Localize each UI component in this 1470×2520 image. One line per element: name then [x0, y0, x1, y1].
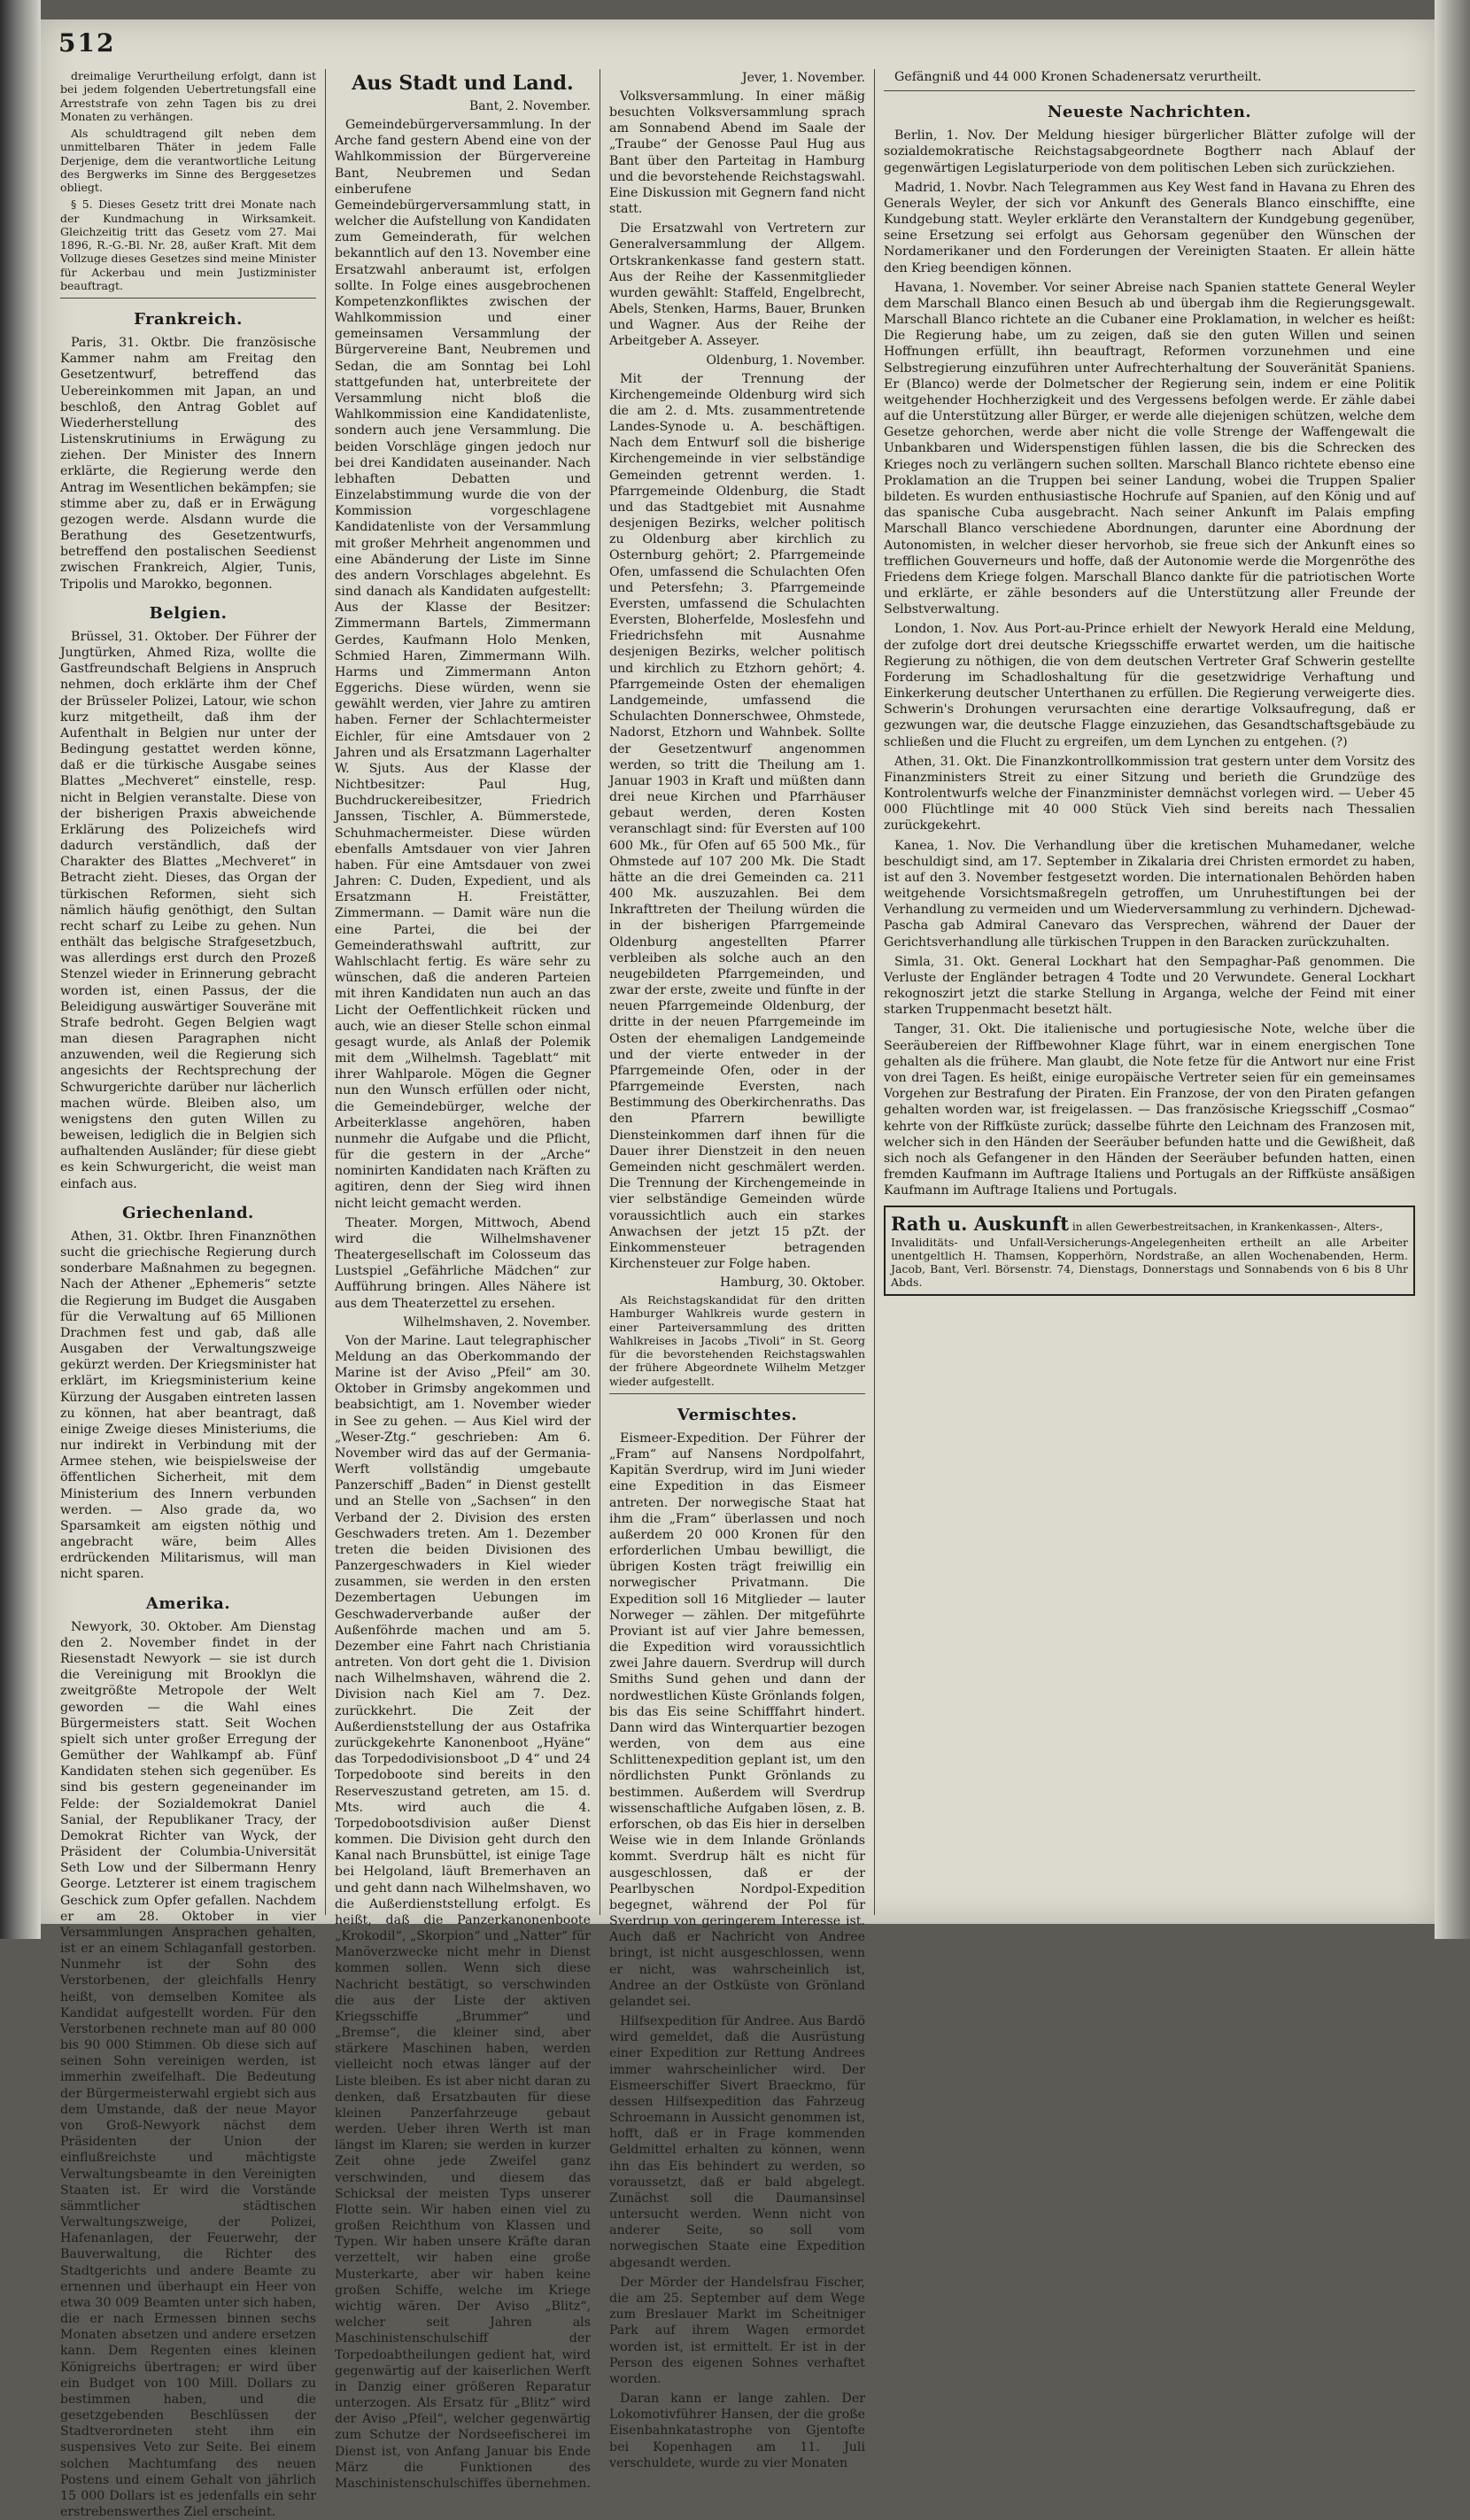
article-volksversammlung: Volksversammlung. In einer mäßig besuchten Volksversammlung sprach am Sonnabend Abend im Saale der „Traube“ der Genosse Paul Hug aus Bant über den Parteitag in Hamburg und die bevorstehende Reichstagswahl. Eine Diskussion mit Gegnern fand nicht statt. — [609, 89, 865, 217]
article-hilfsexpedition: Hilfsexpedition für Andree. Aus Bardö wird gemeldet, daß die Ausrüstung einer Expedition zur Rettung Andrees immer wahrscheinlicher wird. Der Eismeerschiffer Sivert Braeckmo, für dessen Hilfsexpedition das Fahrzeug Schroemann in Aussicht genommen ist, hofft, daß er in Frage kommenden Geldmittel erhalten zu können, wenn ihn das Eis behindert zu werden, so voraussetzt, daß er bald abgelegt. Zunächst soll die Daumansinsel untersucht werden. Wenn nicht von anderer Seite, so soll vom norwegischen Staate eine Expedition abgesandt werden. — [609, 2014, 865, 2270]
article-zahlen: Daran kann er lange zahlen. Der Lokomotivführer Hansen, der die große Eisenbahnkatastrophe von Gjentofte bei Kopenhagen am 11. Juli verschuldete, wurde zu vier Monaten — [609, 2392, 865, 2470]
news-madrid: Madrid, 1. Novbr. Nach Telegrammen aus Key West fand in Havana zu Ehren des Generals Weyler, der sich vor Ankunft des Generals Blanco einschiffte, eine Kundgebung statt. Weyler erklärte den Veranstaltern der Kundgebung gegenüber, seine Ersetzung sei erfolgt aus Gehorsam gegenüber den Wünschen der Nordamerikaner und den Forderungen der Vereinigten Staaten. Er allein hätte den Krieg beendigen können. — [884, 180, 1415, 275]
article-marine: Von der Marine. Laut telegraphischer Meldung an das Oberkommando der Marine ist der Aviso „Pfeil“ am 30. Oktober in Grimsby angekommen und beabsichtigt, am 1. November wieder in See zu gehen. — Aus Kiel wird der „Weser-Ztg.“ geschrieben: Am 6. November wird das auf der Germania-Werft vollständig umgebaute Panzerschiff „Baden“ in Dienst gestellt und an Stelle von „Sachsen“ in den Verband der 2. Division des ersten Geschwaders treten. Am 1. Dezember treten die beiden Divisionen des Panzergeschwaders in Kiel wieder zusammen, sie werden in den ersten Dezembertagen Uebungen im Geschwaderverbande außer der Außenföhrde machen und am 5. Dezember eine Fahrt nach Christiania antreten. Von dort geht die 1. Division nach Wilhelmshaven, während die 2. Division nach Kiel am 7. Dez. zurückkehrt. Die Zeit der Außerdienststellung der aus Ostafrika zurückgekehrte Kanonenboot „Hyäne“ das Torpedodivisionsboot „D 4“ und 24 Torpedoboote sind bereits in den Reserveszustand getreten, am 15. d. Mts. wird auch die 4. Torpedobootsdivision außer Dienst kommen. Die Division geht durch den Kanal nach Brunsbüttel, ist einige Tage bei Helgoland, läuft Bremerhaven an und geht dann nach Wilhelmshaven, wo die Außerdienststellung erfolgt. Es heißt, daß die Panzerkanonenboote „Krokodil“, „Skorpion“ und „Natter“ für Manöverzwecke nicht mehr in Dienst kommen sollen. Wenn sich diese Nachricht bestätigt, so verschwinden die aus der Liste der aktiven Kriegsschiffe „Brummer“ und „Bremse“, die kleiner sind, aber stärkere Maschinen haben, werden vielleicht noch etwas länger auf der Liste bleiben. Es ist aber nicht daran zu denken, daß Ersatzbauten für diese kleinen Panzerfahrzeuge gebaut werden. Ueber ihren Werth ist man längst im Klaren; sie werden in kurzer Zeit ohne jede Zweifel ganz verschwinden, und diesem das Schicksal der meisten Typs unserer Flotte sein. Wir haben einen viel zu großen Reichthum von Klassen und Typen. Wir haben unsere Kräfte daran verzettelt, wir haben eine große Musterkarte, aber wir haben keine großen Schiffe, welche im Kriege wichtig wären. Der Aviso „Blitz“, welcher seit Jahren als Maschinistenschulschiff der Torpedoabtheilungen gedient hat, wird gegenwärtig auf der kaiserlichen Werft in Danzig einer größeren Reparatur unterzogen. Als Ersatz für „Blitz“ wird der Aviso „Pfeil“, welcher gegenwärtig zum Schutze der Nordseefischerei im Dienst ist, von Anfang Januar bis Ende März die Funktionen des Maschinistenschulschiffes übernehmen. — [335, 1333, 591, 2491]
article-moerder: Der Mörder der Handelsfrau Fischer, die am 25. September auf dem Wege zum Breslauer Markt im Scheitniger Park auf ihrem Wagen ermordet worden ist, ist ermittelt. Er ist in der Person des eigenen Sohnes verhaftet worden. — [609, 2275, 865, 2386]
news-athen: Athen, 31. Okt. Die Finanzkontrollkommission trat gestern unter dem Vorsitz des Finanzministers Streit zu einer Sitzung und berieth die Grundzüge des Kontrolentwurfs welche der Finanzminister demnächst vorlegen wird. — Ueber 45 000 Flüchtlinge mit 40 000 Stück Vieh sind bereits nach Thessalien zurückgekehrt. — [884, 754, 1415, 834]
heading-belgien: Belgien. — [149, 603, 228, 623]
column-2 — [326, 69, 600, 2491]
heading-frankreich: Frankreich. — [134, 310, 243, 329]
law-text-2: Als schuldtragend gilt neben dem unmittelbaren Thäter in jedem Falle Derjenige, dem die verantwortliche Leitung des Bergwerks im Sinne des Berggesetzes obliegt. — [60, 127, 316, 194]
article-frankreich: Paris, 31. Oktbr. Die französische Kammer nahm am Freitag den Gesetzentwurf, betreffend das Uebereinkommen mit Japan, an und beschloß, den Antrag Goblet auf Wiederherstellung des Listenskrutiniums in Erwägung zu ziehen. Der Minister des Innern erklärte, die Regierung werde den Antrag im Wesentlichen bekämpfen; sie stimme aber zu, daß er in Erwägung gezogen werde. Alsdann wurde die Berathung des Gesetzentwurfs, betreffend den postalischen Seedienst zwischen Frankreich, Algier, Tunis, Tripolis und Marokko, begonnen. — [60, 336, 316, 592]
dateline-wilhelmshaven: Wilhelmshaven, 2. November. — [403, 1314, 591, 1330]
news-tanger: Tanger, 31. Okt. Die italienische und portugiesische Note, welche über die Seeräubereien der Riffbewohner Klage führt, war in einem energischen Tone gehalten als die frühere. Man glaubt, die Note fetze für die Antwort nur eine Frist von drei Tagen. Es heißt, einige europäische Vertreter seien für ein gemeinsames Vorgehen zur Bestrafung der Piraten. Ein Franzose, der von den Piraten gefangen gehalten worden war, ist freigelassen. — Das französische Kriegsschiff „Cosmao“ kehrte von der Riffküste zurück; dasselbe führte den Leichnam des Franzosen mit, welcher sich in den Händen der Seeräuber befunden hatte und die Gewißheit, daß sich noch als Gefangener in den Händen der Seeräuber befunden hatten, einen fremden Kaufmann im Auftrage Italiens und Portugals an der Riffküste ansäßigen Kaufmann im Auftrage Italiens und Portugals. — [884, 1022, 1415, 1198]
news-havana: Havana, 1. November. Vor seiner Abreise nach Spanien stattete General Weyler dem Marschall Blanco einen Besuch ab und übergab ihm die Regierungsgewalt. Marschall Blanco richtete an die Cubaner eine Proklamation, in welcher es heißt: Die Regierung habe, um zu zeigen, daß sie den guten Willen und seinen Hoffnungen erfüllt, ihn beauftragt, Reformen vorzunehmen und eine Selbstregierung einzuführen unter Aufrechterhaltung der Souveränität Spaniens. Er (Blanco) werde der Dolmetscher der Regierung sein, indem er eine Politik weitgehender Hochherzigkeit und des Vergessens befolgen werde. Er zähle dabei auf die Unterstützung aller Bürger, er werde alle diejenigen schützen, welche dem Gesetze gehorchen, werde aber nicht die volle Strenge der Waffengewalt die Unbankbaren und Widerspenstigen fühlen lassen, die bis die Schrecken des Krieges noch zu verlängern suchen sollten. Marschall Blanco richtete ebenso eine Proklamation an die Truppen bei seiner Landung, wobei die Truppen Spalier bildeten. Es wurden enthusiastische Hochrufe auf Spanien, auf den König und auf das spanische Cuba ausgebracht. Nach seiner Ankunft im Palais empfing Marschall Blanco verschiedene Abordnungen, darunter eine Abordnung der Autonomisten, in welcher dieser hervorhob, sie freue sich der Ankunft eines so trefflichen Gouverneurs und hoffe, daß der Autonomie werde die Morgenröthe des Friedens dem Kriege folgen. Marschall Blanco dankte für die patriotischen Worte und erklärte, er zähle besonders auf die Unterstützung aller Freunde der Selbstverwaltung. — [884, 280, 1415, 617]
article-belgien: Brüssel, 31. Oktober. Der Führer der Jungtürken, Ahmed Riza, wollte die Gastfreundschaft Belgiens in Anspruch nehmen, doch erklärte ihm der Chef der Brüsseler Polizei, Latour, wie schon kurz mitgetheilt, daß ihm der Aufenthalt in Belgien nur unter der Bedingung gestattet werden könne, daß er die türkische Ausgabe seines Blattes „Mechveret“ einstelle, resp. nicht in Belgien veranstalte. Diese von der bisherigen Praxis abweichende Erklärung des Polizeichefs wird dadurch verständlich, daß der Charakter des Blattes „Mechveret“ in Betracht zieht. Dieses, das Organ der türkischen Reformen, sieht sich nämlich häufig genöthigt, den Sultan recht scharf zu Leibe zu gehen. Nun enthält das belgische Strafgesetzbuch, was allerdings erst durch den Prozeß Stenzel wieder in Erinnerung gebracht worden ist, einen Passus, der die Beleidigung auswärtiger Souveräne mit Strafe bedroht. Gegen Belgien wagt man diesen Paragraphen nicht anzuwenden, weil die Regierung sich angesichts der Rechtsprechung der Schwurgerichte darüber nur lächerlich machen würde. Bleiben also, um wenigstens den guten Willen zu beweisen, lediglich die in Belgien sich aufhaltenden Ausländer; für diese giebt es kein Schwurgericht, die weist man einfach aus. — [60, 629, 316, 1191]
columns — [51, 69, 1424, 2520]
heading-amerika: Amerika. — [145, 1593, 231, 1613]
article-hamburg: Als Reichstagskandidat für den dritten Hamburger Wahlkreis wurde gestern in einer Parteiversammlung des dritten Wahlkreises in Jacobs „Tivoli“ in St. Georg für die bevorstehenden Reichstagswahlen der frühere Abgeordnete Wilhelm Metzger wieder aufgestellt. — [609, 1293, 865, 1388]
ad-title: Rath u. Auskunft — [891, 1213, 1069, 1236]
heading-stadt-und-land: Aus Stadt und Land. — [352, 72, 574, 95]
divider — [60, 298, 316, 299]
dateline-oldenburg: Oldenburg, 1. November. — [706, 353, 865, 368]
news-london: London, 1. Nov. Aus Port-au-Prince erhielt der Newyork Herald eine Meldung, der zufolge dort drei deutsche Kriegsschiffe erwartet werden, um die haitische Regierung zu nöthigen, die von dem deutschen Vertreter Graf Schwerin gestellte Forderung im Schadloshaltung für die gesetzwidrige Verhaftung und Einkerkerung deutscher Unterthanen zu erfüllen. Die Regierung verweigerte dies. Schwerin's Drohungen verursachten eine derartige Volksaufregung, daß er gezwungen war, die deutsche Flagge einzuziehen, das Gesandtschaftsgebäude zu schließen und die Flucht zu ergreifen, um dem Lynchen zu entgehen. (?) — [884, 622, 1415, 749]
divider — [609, 1393, 865, 1394]
column-1 — [51, 69, 326, 2520]
article-ersatzwahl: Die Ersatzwahl von Vertretern zur Generalversammlung der Allgem. Ortskrankenkasse fand gestern statt. Aus der Reihe der Kassenmitglieder wurden gewählt: Staffeld, Engelbrecht, Abels, Stenken, Harms, Bauer, Brunken und Wagner. Aus der Reihe der Arbeitgeber A. Asseyer. — [609, 221, 865, 349]
article-continuation: Gefängniß und 44 000 Kronen Schadenersatz verurtheilt. — [894, 70, 1262, 84]
binding-edge — [0, 0, 41, 1939]
divider — [884, 90, 1415, 91]
article-gemeindebuergerversammlung: Gemeindebürgerversammlung. In der Arche fand gestern Abend eine von der Wahlkommission der Bürgervereine Bant, Neubremen und Sedan einberufene Gemeindebürgerversammlung statt, in welcher die Aufstellung von Kandidaten zum Gemeinderath, für welchen bekanntlich auf den 13. November eine Ersatzwahl anberaumt ist, erfolgen sollte. In Folge eines ausgebrochenen Kompetenzkonfliktes zwischen der Wahlkommission und einer gemeinsamen Versammlung der Bürgervereine Bant, Neubremen und Sedan, die am Sonntag bei Lohl stattgefunden hat, unterbreitete der Versammlung nicht bloß die Wahlkommission eine Kandidatenliste, sondern auch jene Versammlung. Die beiden Vorschläge gingen jedoch nur bei drei Kandidaten auseinander. Nach lebhaften Debatten und Einzelabstimmung wurde die von der Kommission vorgeschlagene Kandidatenliste von der Versammlung mit großer Mehrheit angenommen und eine Abänderung der Liste im Sinne des andern Vorschlages abgelehnt. Es sind danach als Kandidaten aufgestellt: Aus der Klasse der Besitzer: Zimmermann Bartels, Zimmermann Gerdes, Kaufmann Holo Menken, Schmied Haren, Zimmermann Wilh. Harms und Zimmermann Anton Eggerichs. Diese würden, wenn sie gewählt werden, vier Jahre zu amtiren haben. Ferner der Schlachtermeister Eichler, für eine Amtsdauer von 2 Jahren und als Ersatzmann Lagerhalter W. Sjuts. Aus der Klasse der Nichtbesitzer: Paul Hug, Buchdruckereibesitzer, Friedrich Janssen, Tischler, A. Bümmerstede, Schuhmachermeister. Diese würden ebenfalls Amtsdauer von vier Jahren haben. Für eine Amtsdauer von zwei Jahren: C. Duden, Expedient, und als Ersatzmann H. Freistätter, Zimmermann. — Damit wäre nun die eine Partei, die bei der Gemeinderathswahl auftritt, zur Wahlschlacht fertig. Es wäre sehr zu wünschen, daß die anderen Parteien mit ihren Kandidaten nun auch an das Licht der Oeffentlichkeit rücken und auch, wie an dieser Stelle schon einmal gesagt wurde, als Anlaß der Polemik mit dem „Wilhelmsh. Tageblatt“ mit ihrer Wahlparole. Mögen die Gegner nun den Wunsch erfüllen oder nicht, die Gemeindebürger, welche der Arbeiterklasse angehören, haben nunmehr die Aufgabe und die Pflicht, für die gestern in der „Arche“ nominirten Kandidaten nach Kräften zu agitiren, denn der Sieg wird ihnen nicht leicht gemacht werden. — [335, 118, 591, 1211]
law-text-1: dreimalige Verurtheilung erfolgt, dann ist bei jedem folgenden Uebertretungsfall eine Arreststrafe von zehn Tagen bis zu drei Monaten zu verhängen. — [60, 69, 316, 123]
news-kanea: Kanea, 1. Nov. Die Verhandlung über die kretischen Muhamedaner, welche beschuldigt sind, am 17. September in Zikalaria drei Christen ermordet zu haben, ist auf den 3. November festgesetzt worden. Die internationalen Behörden haben weitgehende Vorsichtsmaßregeln getroffen, um Unruhestiftungen bei der Verhandlung zu vermeiden und um Wiederversammlung zu verhindern. Djchewad-Pascha gab Admiral Canevaro das Versprechen, während der Dauer der Gerichtsverhandlung alle türkischen Truppen in den Baracken zurückzuhalten. — [884, 838, 1415, 950]
column-4 — [875, 69, 1424, 1915]
news-simla: Simla, 31. Okt. General Lockhart hat den Sempaghar-Paß genommen. Die Verluste der Engländer betragen 4 Todte und 20 Verwundete. General Lockhart rekognoszirt jetzt die starke Stellung in Arganga, welche der Feind mit einer starken Truppenmacht besetzt hält. — [884, 954, 1415, 1018]
heading-griechenland: Griechenland. — [122, 1203, 254, 1222]
article-theater: Theater. Morgen, Mittwoch, Abend wird die Wilhelmshavener Theatergesellschaft im Colosseum das Lustspiel „Gefährliche Mädchen“ zur Aufführung bringen. Alles Nähere ist aus dem Theaterzettel zu ersehen. — [335, 1215, 591, 1311]
advertisement-box — [884, 1206, 1415, 1295]
page-right-edge — [1435, 0, 1470, 1939]
dateline-bant: Bant, 2. November. — [469, 99, 591, 114]
ad-side-text: in allen Gewerbestreitsachen, in Krankenkassen-, Alters-, — [1072, 1221, 1383, 1234]
law-text-3: § 5. Dieses Gesetz tritt drei Monate nach der Kundmachung in Wirksamkeit. Gleichzeitig tritt das Gesetz vom 27. Mai 1896, R.-G.-Bl. Nr. 28, außer Kraft. Mit dem Vollzuge dieses Gesetzes sind meine Minister für Ackerbau und mein Justizminister beauftragt. — [60, 198, 316, 292]
newspaper-page — [41, 19, 1435, 2520]
column-3 — [600, 69, 875, 2470]
heading-vermischtes: Vermischtes. — [677, 1405, 798, 1424]
dateline-jever: Jever, 1. November. — [742, 71, 865, 85]
article-griechenland: Athen, 31. Oktbr. Ihren Finanznöthen sucht die griechische Regierung durch sonderbare Maßnahmen zu begegnen. Nach der Athener „Ephemeris“ setzte die Regierung im Budget die Ausgaben für die Verwaltung auf 65 Millionen Drachmen fest und gab, daß alle Ausgaben der Verwaltungszweige gekürzt werden. Der Kriegsminister hat erklärt, im Kriegsministerium keine Kürzung der Ausgaben eintreten lassen zu können, hat aber beantragt, daß einige Zweige dieses Ministeriums, die nur indirekt in Verbindung mit der Armee stehen, wie beispielsweise der öffentlichen Sicherheit, mit dem Ministerium des Innern verbunden werden. — Also grade da, wo Sparsamkeit am eigsten nöthig und angebracht wäre, beim Alles erdrückenden Militarismus, will man nicht sparen. — [60, 1229, 316, 1582]
news-berlin: Berlin, 1. Nov. Der Meldung hiesiger bürgerlicher Blätter zufolge will der sozialdemokratische Reichstagsabgeordnete Bogtherr nach Ablauf der gegenwärtigen Legislaturperiode von dem politischen Leben sich zurückziehen. — [884, 128, 1415, 175]
dateline-hamburg: Hamburg, 30. Oktober. — [720, 1276, 865, 1291]
ad-body: Invaliditäts- und Unfall-Versicherungs-Angelegenheiten ertheilt an alle Arbeiter unentgeltlich H. Thamsen, Kopperhörn, Nordstraße, an allen Wochenabenden, Herm. Jacob, Bant, Verl. Börsenstr. 74, Dienstags, Donnerstags und Sonnabends von 6 bis 8 Uhr Abds. — [891, 1235, 1408, 1289]
page-number: 512 — [58, 28, 116, 58]
heading-neueste-nachrichten: Neueste Nachrichten. — [1047, 103, 1252, 122]
article-amerika: Newyork, 30. Oktober. Am Dienstag den 2. November findet in der Riesenstadt Newyork — sie ist durch die Vereinigung mit Brooklyn die zweitgrößte Metropole der Welt geworden — die Wahl eines Bürgermeisters statt. Seit Wochen spielt sich unter großer Erregung der Gemüther der Wahlkampf ab. Fünf Kandidaten stehen sich gegenüber. Es sind bis gestern gegeneinander im Felde: der Sozialdemokrat Daniel Sanial, der Republikaner Tracy, der Demokrat Richter van Wyck, der Präsident der Columbia-Universität Seth Low und der Silbermann Henry George. Letzterer ist einem tragischem Geschick zum Opfer gefallen. Nachdem er am 28. Oktober in vier Versammlungen Ansprachen gehalten, ist er an einem Schlaganfall gestorben. Nunmehr ist der Sohn des Verstorbenen, der gleichfalls Henry heißt, von demselben Komitee als Kandidat aufgestellt worden. Für den Verstorbenen rechnete man auf 80 000 bis 90 000 Stimmen. Ob diese sich auf seinen Sohn vereinigen werden, ist immerhin zweifelhaft. Die Bedeutung der Bürgermeisterwahl ergiebt sich aus dem Umstande, daß der neue Mayor von Groß-Newyork nächst dem Präsidenten der Union der einflußreichste und mächtigste Verwaltungsbeamte in den Vereinigten Staaten ist. Er wird die Vorstände sämmtlicher städtischen Verwaltungszweige, der Polizei, Hafenanlagen, der Feuerwehr, der Bauverwaltung, die Richter des Stadtgerichts und andere Beamte zu ernennen und überhaupt ein Heer von etwa 30 009 Beamten unter sich haben, die er nach Ermessen binnen sechs Monaten absetzen und andere ersetzen kann. Dem Regenten eines kleinen Königreichs übertragen; er wird über ein Budget von 100 Mill. Dollars zu bestimmen haben, und die gesetzgebenden Beschlüssen der Stadtverordneten steht ihm ein suspensives Veto zur Seite. Bei einem solchen Machtumfang des neuen Postens und einem Gehalt von jährlich 15 000 Dollars ist es jedenfalls ein sehr erstrebenswerthes Ziel erscheint. — [60, 1619, 316, 2520]
article-trennung: Mit der Trennung der Kirchengemeinde Oldenburg wird sich die am 2. d. Mts. zusammentretende Landes-Synode u. A. beschäftigen. Nach dem Entwurf soll die bisherige Kirchengemeinde in vier selbständige Gemeinden getrennt werden. 1. Pfarrgemeinde Oldenburg, die Stadt und das Stadtgebiet mit Ausnahme desjenigen Bezirks, welcher politisch zu Oldenburg aber kirchlich zu Osternburg gehört; 2. Pfarrgemeinde Ofen, umfassend die Schulachten Ofen und Petersfehn; 3. Pfarrgemeinde Eversten, umfassend die Schulachten Eversten, Bloherfelde, Moslesfehn und Friedrichsfehn mit Ausnahme desjenigen Bezirks, welcher politisch und kirchlich zu Etzhorn gehört; 4. Pfarrgemeinde Osten der ehemaligen Landgemeinde, umfassend die Schulachten Donnerschwee, Ohmstede, Nadorst, Etzhorn und Wahnbek. Sollte der Gesetzentwurf angenommen werden, so tritt die Theilung am 1. Januar 1903 in Kraft und müßten dann drei neue Kirchen und Pfarrhäuser gebaut werden, deren Kosten veranschlagt sind: für Eversten auf 100 600 Mk., für Ofen auf 65 500 Mk., für Ohmstede auf 107 200 Mk. Die Stadt hätte an die drei Gemeinden ca. 211 400 Mk. auszuzahlen. Bei dem Inkrafttreten der Theilung würden die in der bisherigen Pfarrgemeinde Oldenburg angestellten Pfarrer verbleiben als solche auch an den neugebildeten Pfarrgemeinden, und zwar der erste, zweite und fünfte in der neuen Pfarrgemeinde Oldenburg, der dritte in der neuen Pfarrgemeinde im Osten der ehemaligen Landgemeinde und der vierte entweder in der Pfarrgemeinde Ofen, oder in der Pfarrgemeinde Eversten, nach Bestimmung des Oberkirchenraths. Das den Pfarrern bewilligte Diensteinkommen darf ihnen für die Dauer ihrer Dienstzeit in den neuen Gemeinden nicht geschmälert werden. Die Trennung der Kirchengemeinde in vier selbständige Gemeinden würde voraussichtlich auch ein starkes Anwachsen der jetzt 15 pZt. der Einkommensteuer betragenden Kirchensteuer zur Folge haben. — [609, 371, 865, 1272]
article-eismeer: Eismeer-Expedition. Der Führer der „Fram“ auf Nansens Nordpolfahrt, Kapitän Sverdrup, wird im Juni wieder eine Expedition in das Eismeer antreten. Der norwegische Staat hat ihm die „Fram“ überlassen und noch außerdem 20 000 Kronen für den erforderlichen Umbau bewilligt, die übrigen Kosten trägt freiwillig ein norwegischer Privatmann. Die Expedition soll 16 Mitglieder — lauter Norweger — zählen. Der mitgeführte Proviant ist auf vier Jahre bemessen, die Expedition wird voraussichtlich zwei Jahre dauern. Sverdrup will durch Smiths Sund gehen und dann der nordwestlichen Küste Grönlands folgen, bis das Eis seine Schifffahrt hindert. Dann wird das Winterquartier bezogen werden, von dem aus eine Schlittenexpedition geplant ist, um den nördlichsten Punkt Grönlands zu bestimmen. Außerdem will Sverdrup wissenschaftliche Aufgaben lösen, z. B. erforschen, ob das Eis hier in derselben Weise wie in dem Inlande Grönlands kommt. Sverdrup hält es nicht für ausgeschlossen, daß er der Pearlbyschen Nordpol-Expedition begegnet, während der Pol für Sverdrup von geringerem Interesse ist. Auch daß er Nachricht von Andree bringt, ist nicht ausgeschlossen, wenn er nicht, was wahrscheinlich ist, Andree an der Ostküste von Grönland gelandet sei. — [609, 1431, 865, 2009]
